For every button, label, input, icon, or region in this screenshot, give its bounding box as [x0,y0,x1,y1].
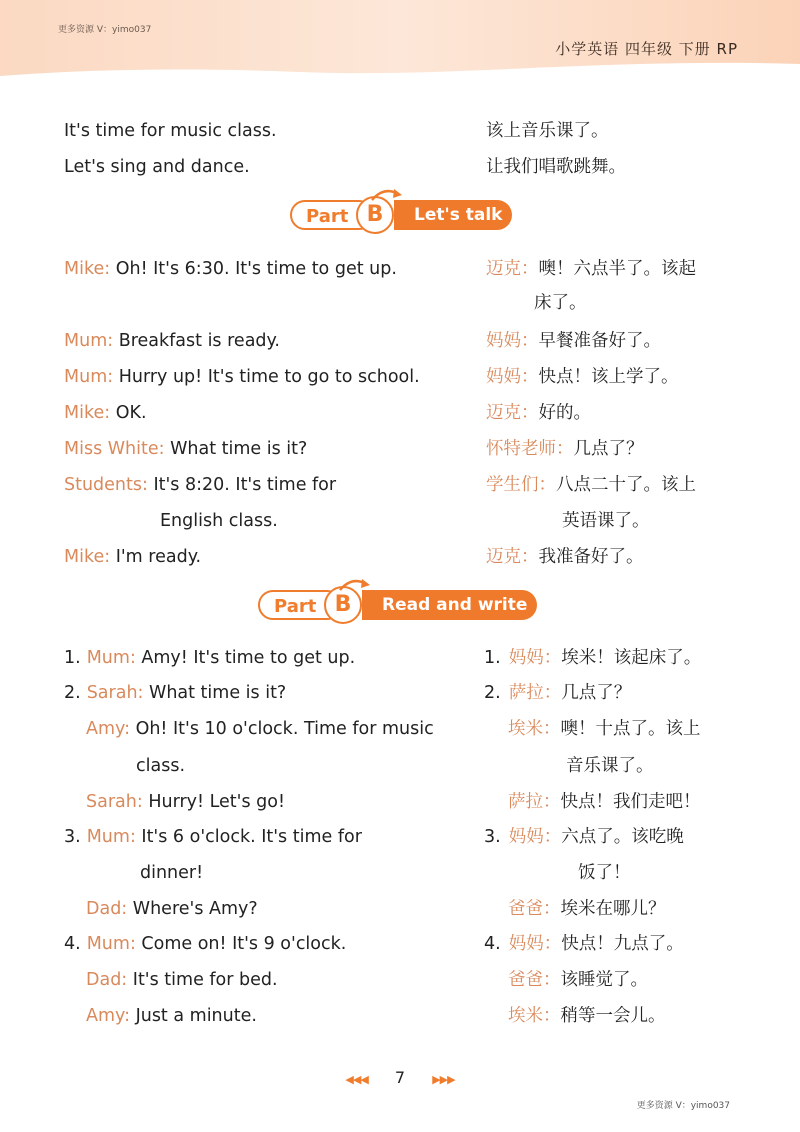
dialogue-line-en [64,330,280,352]
dialogue-text: Oh! It's 10 o'clock. Time for music [130,719,434,739]
speaker-name: 萨拉： [508,792,561,812]
speaker-name: 迈克： [486,259,539,279]
dialogue-line-en [64,933,346,955]
dialogue-line-zh [486,438,644,460]
dialogue-line-zh [484,647,701,669]
item-number: 2. [64,683,81,703]
dialogue-line-en [86,791,285,813]
translation-text: 我准备好了。 [538,547,644,567]
item-number: 1. [484,648,501,668]
translation-text: 噢！六点半了。该起 [538,259,696,279]
dialogue-line-zh [484,826,684,848]
dialogue-line-zh [508,791,701,813]
dialogue-line-zh [508,898,666,920]
dialogue-continuation-zh: 饭了！ [578,863,631,883]
dialogue-line-en [64,647,355,669]
speaker-name: Mum: [86,648,136,668]
speaker-name: Mike: [64,403,111,423]
item-number: 2. [484,683,501,703]
page-navigation [0,1068,800,1087]
dialogue-line-en [86,969,278,991]
dialogue-line-en [64,402,147,424]
section-part-label: Part [258,590,342,620]
dialogue-continuation-zh: 床了。 [534,293,587,313]
curved-arrow-icon [336,576,376,592]
dialogue-line-en [86,1005,257,1027]
dialogue-continuation-zh: 音乐课了。 [566,756,654,776]
item-number: 4. [64,934,81,954]
translation-text: 几点了？ [561,683,632,703]
dialogue-line-en [64,546,201,568]
speaker-name: Mum: [86,934,136,954]
dialogue-line-zh [508,718,701,740]
dialogue-text: It's 6 o'clock. It's time for [135,827,362,847]
speaker-name: 迈克： [486,547,539,567]
speaker-name: Miss White: [64,439,165,459]
translation-text: 快点！该上学了。 [538,367,679,387]
translation-text: 噢！十点了。该上 [560,719,701,739]
dialogue-line-en [64,438,307,460]
translation-text: 稍等一会儿。 [560,1006,666,1026]
item-number: 3. [484,827,501,847]
dialogue-text: Where's Amy? [127,899,258,919]
translation-text: 好的。 [538,403,591,423]
next-arrows-icon: ▶▶▶ [432,1073,455,1086]
speaker-name: 妈妈： [508,934,562,954]
dialogue-continuation-en: dinner! [140,863,204,883]
dialogue-line-zh [486,330,661,352]
intro-en-2: Let's sing and dance. [64,157,250,177]
speaker-name: 埃米： [508,719,561,739]
speaker-name: Sarah: [86,792,143,812]
dialogue-text: Oh! It's 6:30. It's time to get up. [110,259,397,279]
dialogue-line-zh [486,546,644,568]
speaker-name: 妈妈： [508,827,562,847]
dialogue-text: Just a minute. [130,1006,257,1026]
speaker-name: 埃米： [508,1006,561,1026]
page-number: 7 [394,1068,406,1087]
translation-text: 快点！九点了。 [561,934,684,954]
translation-text: 埃米在哪儿？ [560,899,666,919]
item-number: 4. [484,934,501,954]
speaker-name: 妈妈： [486,331,539,351]
translation-text: 快点！我们走吧！ [560,792,701,812]
dialogue-line-en [64,258,397,280]
prev-arrows-icon: ◀◀◀ [345,1073,368,1086]
translation-text: 八点二十了。该上 [556,475,696,495]
speaker-name: 迈克： [486,403,539,423]
dialogue-line-zh [508,1005,666,1027]
item-number: 3. [64,827,81,847]
dialogue-text: OK. [110,403,147,423]
speaker-name: Mum: [64,367,114,387]
dialogue-text: What time is it? [164,439,308,459]
speaker-name: 妈妈： [508,648,562,668]
dialogue-text: What time is it? [143,683,287,703]
section-part-label: Part [290,200,374,230]
speaker-name: 妈妈： [486,367,539,387]
speaker-name: Mike: [64,547,111,567]
footer-watermark: 更多资源 V：yimo037 [636,1101,730,1111]
translation-text: 早餐准备好了。 [538,331,661,351]
dialogue-text: Amy! It's time to get up. [135,648,356,668]
dialogue-line-en [86,718,434,740]
speaker-name: Mum: [64,331,114,351]
dialogue-text: I'm ready. [110,547,202,567]
speaker-name: Mike: [64,259,111,279]
translation-text: 该睡觉了。 [560,970,648,990]
speaker-name: Dad: [86,970,128,990]
dialogue-line-zh [486,474,696,496]
curved-arrow-icon [368,186,408,202]
page-header [0,0,800,80]
dialogue-line-zh [508,969,648,991]
dialogue-line-en [64,474,336,496]
dialogue-line-zh [486,366,679,388]
speaker-name: Sarah: [86,683,144,703]
dialogue-line-en [64,682,286,704]
section-letter-badge: B [356,196,394,234]
translation-text: 几点了？ [573,439,644,459]
section-title: Let's talk [394,200,512,230]
intro-zh-2: 让我们唱歌跳舞。 [486,157,626,177]
intro-zh-1: 该上音乐课了。 [486,121,609,141]
dialogue-text: Hurry up! It's time to go to school. [113,367,420,387]
dialogue-text: Come on! It's 9 o'clock. [135,934,347,954]
dialogue-continuation-en: English class. [160,511,278,531]
dialogue-continuation-zh: 英语课了。 [562,511,650,531]
intro-en-1: It's time for music class. [64,121,277,141]
speaker-name: 怀特老师： [486,439,574,459]
speaker-name: 萨拉： [508,683,562,703]
dialogue-text: Breakfast is ready. [113,331,280,351]
translation-text: 埃米！该起床了。 [561,648,702,668]
speaker-name: Students: [64,475,148,495]
dialogue-continuation-en: class. [136,756,186,776]
dialogue-line-zh [486,402,591,424]
dialogue-line-zh [484,682,631,704]
header-watermark: 更多资源 V：yimo037 [58,25,152,35]
speaker-name: Dad: [86,899,128,919]
item-number: 1. [64,648,81,668]
dialogue-line-en [86,898,258,920]
section-title: Read and write [362,590,537,620]
dialogue-text: It's time for bed. [127,970,278,990]
dialogue-line-en [64,826,362,848]
speaker-name: 学生们： [486,475,556,495]
speaker-name: Amy: [86,719,130,739]
translation-text: 六点了。该吃晚 [561,827,684,847]
book-title: 小学英语 四年级 下册 RP [555,40,738,58]
speaker-name: Mum: [86,827,136,847]
dialogue-line-zh [486,258,696,280]
dialogue-text: It's 8:20. It's time for [147,475,337,495]
speaker-name: 爸爸： [508,899,561,919]
speaker-name: 爸爸： [508,970,561,990]
dialogue-line-en [64,366,420,388]
dialogue-text: Hurry! Let's go! [142,792,285,812]
dialogue-line-zh [484,933,684,955]
speaker-name: Amy: [86,1006,130,1026]
section-letter-badge: B [324,586,362,624]
